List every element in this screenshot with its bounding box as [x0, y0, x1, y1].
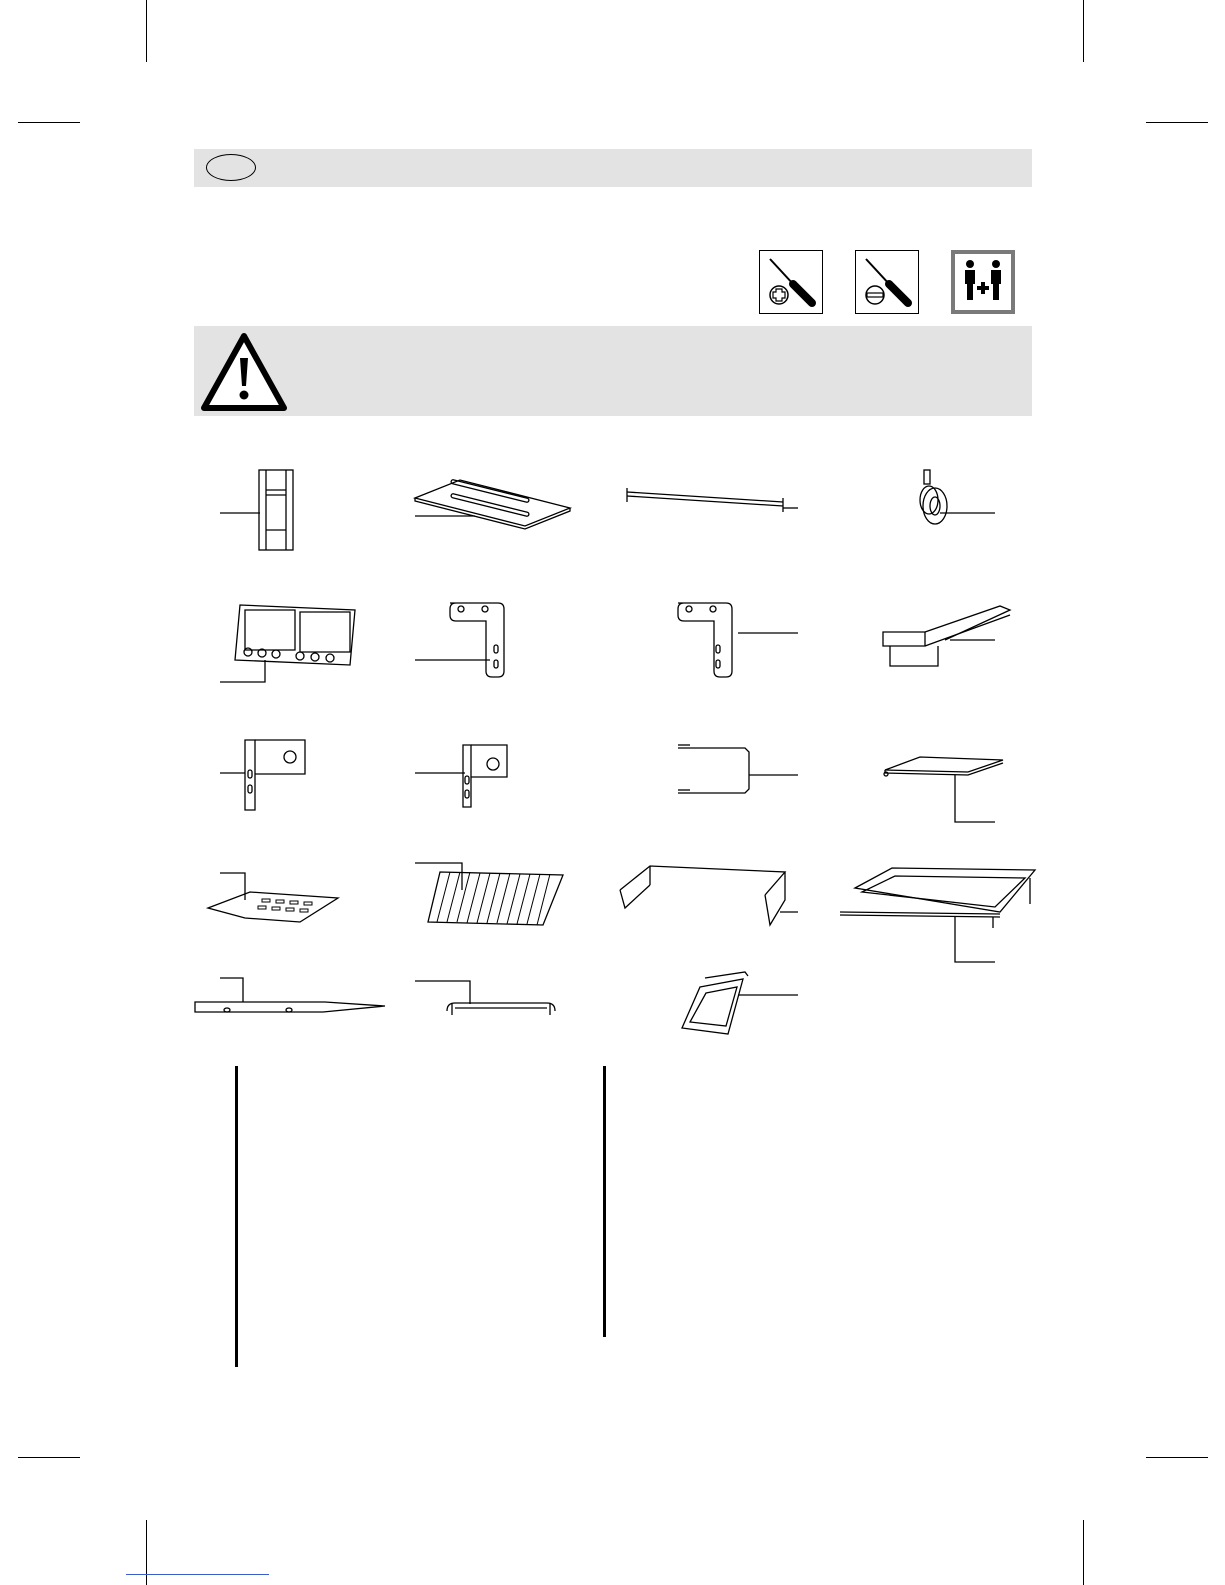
table-row [604, 1307, 606, 1337]
bracket-right-icon [678, 603, 798, 677]
flame-tamer-icon [208, 873, 338, 922]
table-row [236, 1067, 238, 1097]
grease-tray-holder-icon [883, 606, 1010, 666]
castor-wheel-icon [920, 470, 995, 524]
drip-pan-icon [682, 972, 798, 1034]
side-shelf-slotted-icon [415, 479, 570, 529]
parts-table-right [603, 1066, 606, 1337]
table-row [236, 1307, 238, 1337]
crop-mark [18, 1457, 80, 1458]
table-row [604, 1217, 606, 1247]
table-row [604, 1157, 606, 1187]
table-row [236, 1187, 238, 1217]
burner-box-icon [220, 605, 355, 682]
table-row [236, 1337, 238, 1367]
cooking-grate-icon [415, 863, 563, 925]
angle-bracket-left-icon [220, 740, 305, 810]
table-row [604, 1097, 606, 1127]
wind-shield-icon [620, 866, 798, 925]
table-row [604, 1187, 606, 1217]
table-row [604, 1067, 606, 1097]
link-underline[interactable] [126, 1574, 269, 1575]
table-row [236, 1127, 238, 1157]
crop-mark [146, 1520, 147, 1585]
handle-icon [415, 981, 555, 1015]
bracket-left-icon [415, 603, 504, 677]
table-row [604, 1127, 606, 1157]
table-row [236, 1157, 238, 1187]
table-row [236, 1247, 238, 1277]
table-row [236, 1277, 238, 1307]
front-rail-icon [195, 978, 385, 1012]
angle-bracket-right-icon [415, 745, 507, 807]
wire-support-icon [678, 745, 798, 793]
crop-mark [1083, 1520, 1084, 1585]
bottom-shelf-icon [884, 757, 1003, 822]
crop-mark [1146, 1457, 1208, 1458]
hood-tray-icon [840, 868, 1035, 962]
side-frame-panel-icon [220, 470, 293, 550]
table-row [604, 1247, 606, 1277]
parts-table-left [235, 1066, 238, 1367]
table-row [236, 1217, 238, 1247]
cross-bar-icon [627, 488, 798, 512]
table-row [604, 1277, 606, 1307]
table-row [236, 1097, 238, 1127]
